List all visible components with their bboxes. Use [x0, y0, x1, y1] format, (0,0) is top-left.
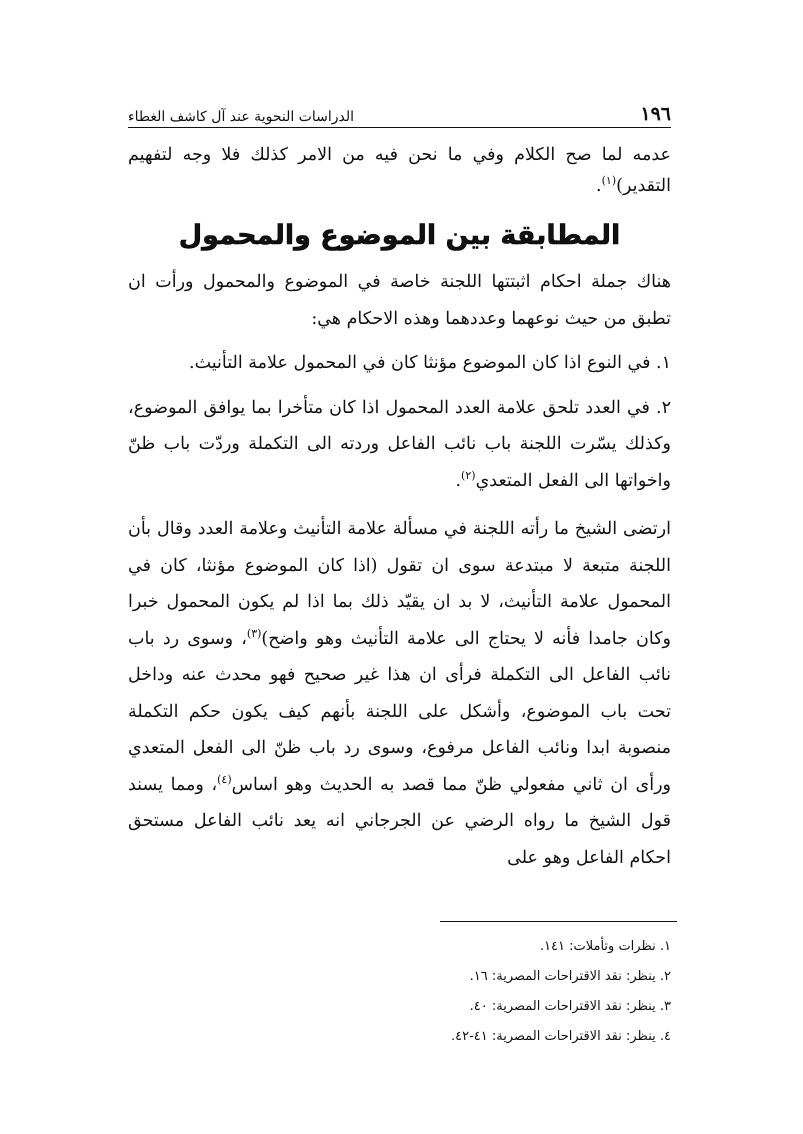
footnote-separator	[440, 921, 677, 922]
opening-line: عدمه لما صح الكلام وفي ما نحن فيه من الامر كذلك فلا وجه لتفهيم التقدير)$^{(١)}$.	[128, 145, 671, 196]
intro-paragraph: هناك جملة احكام اثبتتها اللجنة خاصة في الموضوع والمحمول ورأت ان تطبق من حيث نوعهما وعددهما وهذه الاحكام هي:	[128, 272, 671, 329]
section-heading: المطابقة بين الموضوع والمحمول	[178, 220, 621, 251]
footnote-ref: (٢)	[461, 468, 476, 482]
rule-item-2: ٢. في العدد تلحق علامة العدد المحمول اذا كان متأخرا بما يوافق الموضوع، وكذلك يسّرت اللجنة باب نائب الفاعل وردته الى التكملة وردّت باب ظنّ واخواتها الى الفعل المتعدي$^{(٢)}$.	[128, 397, 671, 491]
footnote-1: ١. نظرات وتأملات: ١٤١.	[539, 939, 671, 954]
footnote-ref: (٣)	[246, 626, 262, 640]
body-text	[128, 140, 671, 876]
footnote-2: ٢. ينظر: نقد الاقتراحات المصرية: ١٦.	[469, 969, 671, 984]
footnote-ref: (١)	[601, 174, 617, 188]
running-title: الدراسات النحوية عند آل كاشف الغطاء	[128, 109, 355, 125]
footnote-ref: (٤)	[217, 772, 232, 786]
footnotes	[251, 932, 671, 1052]
footnote-3: ٣. ينظر: نقد الاقتراحات المصرية: ٤٠.	[469, 999, 671, 1014]
running-header	[128, 88, 671, 124]
page-number: ١٩٦	[640, 103, 671, 125]
discussion-paragraph: ارتضى الشيخ ما رأته اللجنة في مسألة علامة التأنيث وعلامة العدد وقال بأن اللجنة متبعة لا مبتدعة سوى ان تقول (اذا كان الموضوع مؤنثا، كان في المحمول علامة التأنيث، لا بد ان يقيّد ذلك بما اذا لم يكون المحمول خبرا وكان جامدا فأنه لا يحتاج الى علامة التأنيث وهو واضح)$^{(٣)}$، وسوى رد باب نائب الفاعل الى التكملة فرأى ان هذا غير صحيح فهو محدث عنه وداخل تحت باب الموضوع، وأشكل على اللجنة بأنهم كيف يكون حكم التكملة منصوبة ابدا ونائب الفاعل مرفوع، وسوى رد باب ظنّ الى الفعل المتعدي ورأى ان ثاني مفعولي ظنّ مما قصد به الحديث وهو اساس$^{(٤)}$، ومما يسند قول الشيخ ما رواه الرضي عن الجرجاني انه يعد نائب الفاعل مستحق احكام الفاعل وهو على	[128, 519, 671, 868]
footnote-4: ٤. ينظر: نقد الاقتراحات المصرية: ٤١-٤٢.	[450, 1029, 671, 1044]
header-rule	[128, 127, 671, 128]
rule-item-1: ١. في النوع اذا كان الموضوع مؤنثا كان في المحمول علامة التأنيث.	[189, 353, 671, 373]
